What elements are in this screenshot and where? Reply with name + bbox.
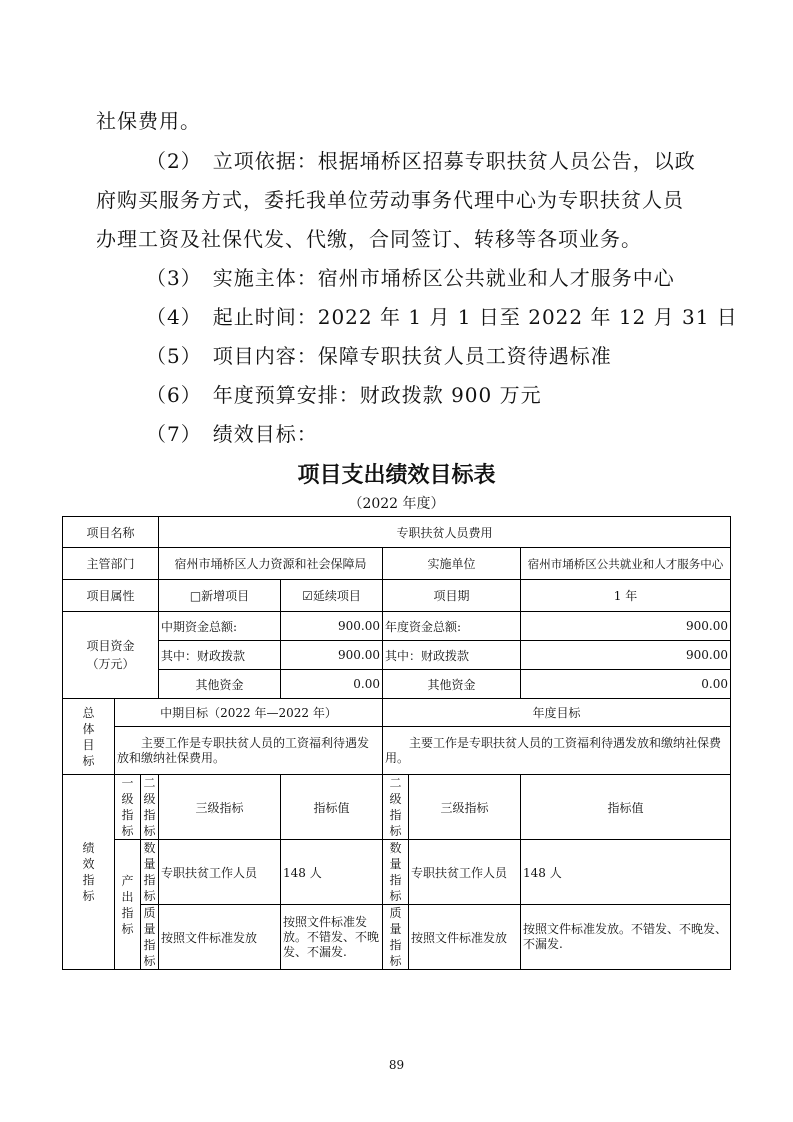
mid-fin-value: 900.00: [281, 641, 383, 670]
body-text-line-3: 府购买服务方式，委托我单位劳动事务代理中心为专职扶贫人员: [96, 188, 684, 212]
table-row: [63, 727, 731, 775]
year-total-value: 900.00: [521, 612, 731, 641]
body-text-line-7: （5） 项目内容：保障专职扶贫人员工资待遇标准: [146, 344, 612, 368]
dept-value: 宿州市埇桥区人力资源和社会保障局: [159, 548, 383, 580]
mid-total-value: 900.00: [281, 612, 383, 641]
year-goal-text: 主要工作是专职扶贫人员的工资福利待遇发放和缴纳社保费用。: [383, 727, 731, 775]
year-total-label: 年度资金总额:: [383, 612, 521, 641]
perf-indicator-label: 绩 效 指 标: [63, 775, 115, 970]
body-text-line-6: （4） 起止时间：2022 年 1 月 1 日至 2022 年 12 月 31 日: [146, 305, 738, 329]
level2-header-b: 二级 指标: [383, 775, 409, 840]
quantity-indicator-label-b: 数量 指标: [383, 840, 409, 905]
qual-level3: 按照文件标准发放: [159, 905, 281, 970]
level2-header: 二 级 指 标: [141, 775, 159, 840]
mid-goal-header: 中期目标（2022 年—2022 年）: [115, 699, 383, 727]
mid-total-label: 中期资金总额:: [159, 612, 281, 641]
dept-label: 主管部门: [63, 548, 159, 580]
fund-label-line-1: 项目资金: [86, 639, 135, 653]
level1-header: 一 级 指 标: [115, 775, 141, 840]
output-indicator-label: 产 出 指 标: [115, 840, 141, 970]
year-other-value: 0.00: [521, 670, 731, 699]
value-header-b: 指标值: [521, 775, 731, 840]
value-header: 指标值: [281, 775, 383, 840]
project-name-value: 专职扶贫人员费用: [159, 517, 731, 548]
table-row: [63, 840, 731, 905]
qty-level3-b: 专职扶贫工作人员: [409, 840, 521, 905]
mid-fin-label: 其中：财政拨款: [159, 641, 281, 670]
table-row: [63, 905, 731, 970]
body-text-line-5: （3） 实施主体：宿州市埇桥区公共就业和人才服务中心: [146, 266, 675, 290]
level3-header-b: 三级指标: [409, 775, 521, 840]
qual-value: 按照文件标准发放。不错发、不晚发、不漏发.: [281, 905, 383, 970]
mid-goal-text: 主要工作是专职扶贫人员的工资福利待遇发放和缴纳社保费用。: [115, 727, 383, 775]
table-title: 项目支出绩效目标表: [297, 463, 496, 488]
body-text-line-2: （2） 立项依据：根据埇桥区招募专职扶贫人员公告，以政: [146, 149, 696, 173]
year-fin-value: 900.00: [521, 641, 731, 670]
table-row: [63, 580, 731, 612]
attr-new-checkbox: □新增项目: [159, 580, 281, 612]
table-row: [63, 548, 731, 580]
qty-value-b: 148 人: [521, 840, 731, 905]
quantity-indicator-label: 数 量 指 标: [141, 840, 159, 905]
year-other-label: 其他资金: [383, 670, 521, 699]
impl-value: 宿州市埇桥区公共就业和人才服务中心: [521, 548, 731, 580]
qty-level3: 专职扶贫工作人员: [159, 840, 281, 905]
impl-label: 实施单位: [383, 548, 521, 580]
attr-cont-checkbox: ☑延续项目: [281, 580, 383, 612]
qual-value-b: 按照文件标准发放。不错发、不晚发、不漏发.: [521, 905, 731, 970]
table-row: [63, 670, 731, 699]
performance-target-table: [62, 516, 731, 970]
body-text-line-8: （6） 年度预算安排：财政拨款 900 万元: [146, 383, 542, 407]
table-row: [63, 641, 731, 670]
overall-goal-label: 总 体 目 标: [63, 699, 115, 775]
attr-label: 项目属性: [63, 580, 159, 612]
table-row: [63, 517, 731, 548]
body-text-line-1: 社保费用。: [96, 109, 201, 133]
qual-level3-b: 按照文件标准发放: [409, 905, 521, 970]
quality-indicator-label-b: 质量 指标: [383, 905, 409, 970]
mid-other-label: 其他资金: [159, 670, 281, 699]
period-value: 1 年: [521, 580, 731, 612]
table-row: [63, 775, 731, 840]
fund-label-line-2: （万元）: [86, 657, 135, 671]
year-goal-header: 年度目标: [383, 699, 731, 727]
table-row: [63, 699, 731, 727]
body-text-line-4: 办理工资及社保代发、代缴，合同签订、转移等各项业务。: [96, 227, 642, 251]
mid-other-value: 0.00: [281, 670, 383, 699]
year-fin-label: 其中：财政拨款: [383, 641, 521, 670]
level3-header: 三级指标: [159, 775, 281, 840]
table-subtitle: （2022 年度）: [348, 496, 445, 512]
fund-label: [63, 612, 159, 699]
period-label: 项目期: [383, 580, 521, 612]
project-name-label: 项目名称: [63, 517, 159, 548]
qty-value: 148 人: [281, 840, 383, 905]
page-number: 89: [388, 1058, 405, 1072]
quality-indicator-label: 质 量 指 标: [141, 905, 159, 970]
body-text-line-9: （7） 绩效目标：: [146, 422, 318, 446]
table-row: [63, 612, 731, 641]
